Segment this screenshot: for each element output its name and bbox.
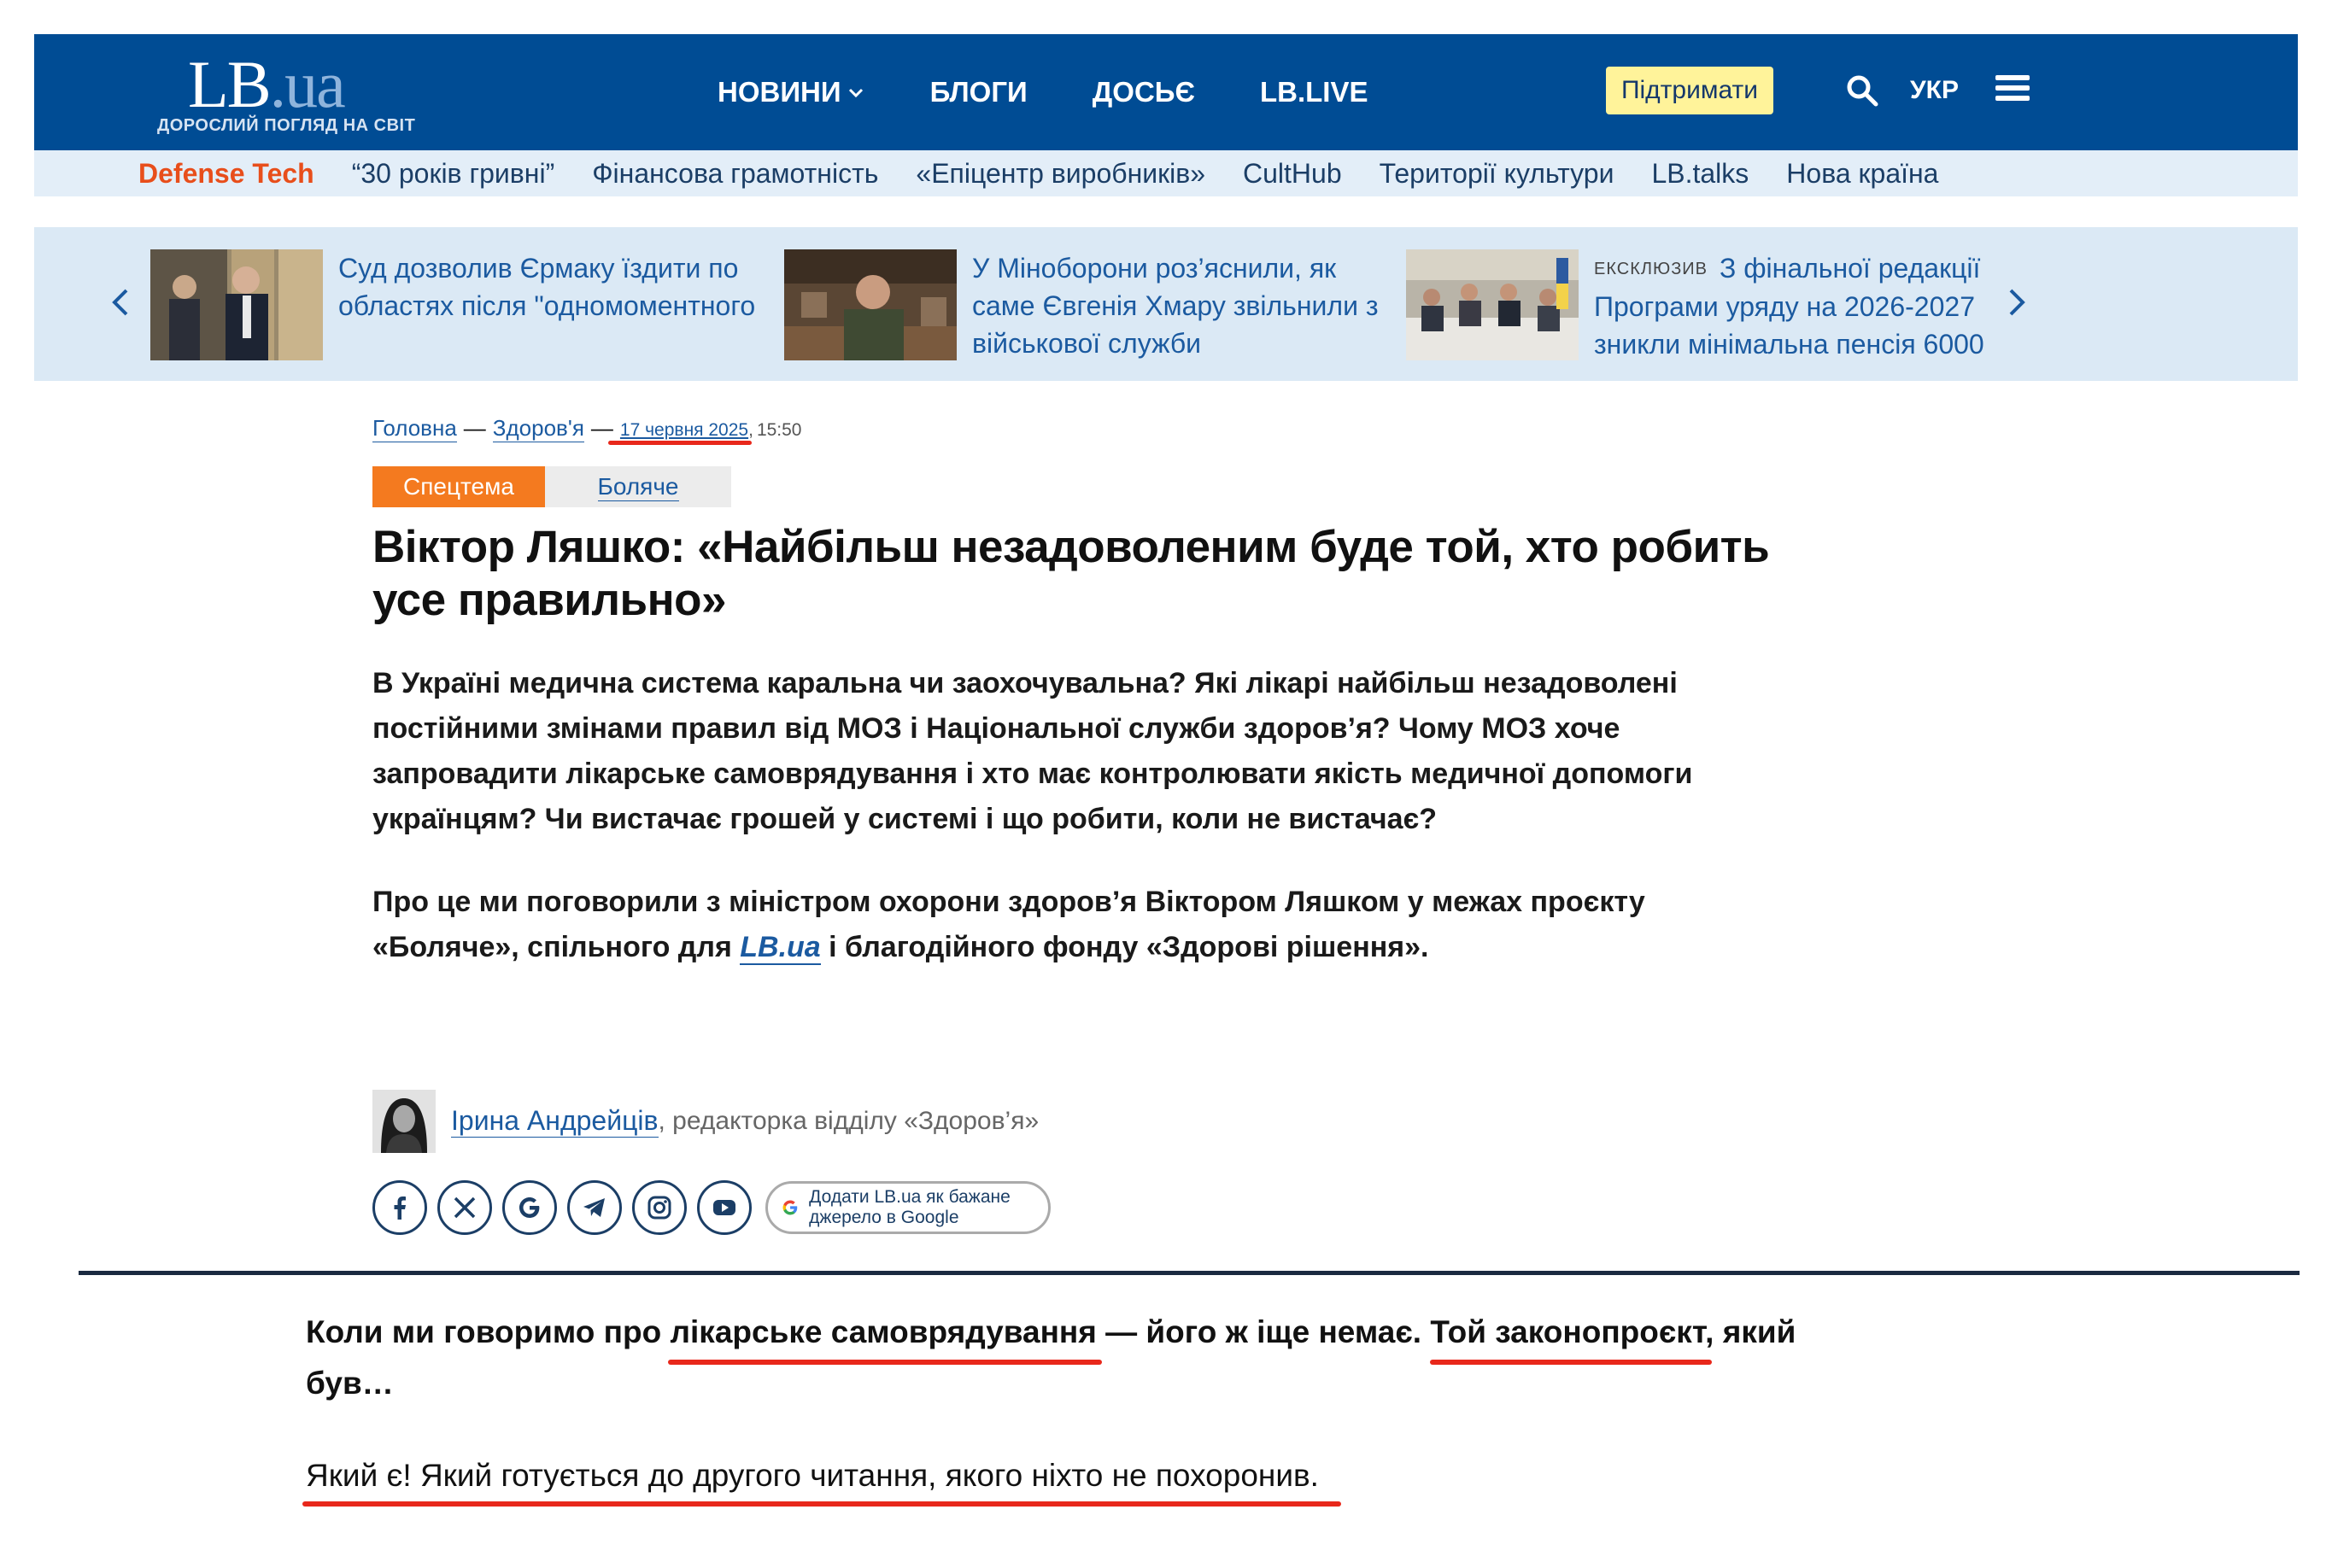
telegram-icon [581,1194,608,1221]
section-divider [79,1271,2300,1275]
breadcrumb-separator: — [590,415,613,441]
article-lead [372,661,1705,1008]
body-text: , який був… [306,1314,1796,1401]
subnav-item-new-country[interactable]: Нова країна [1786,157,1939,189]
breadcrumb-separator: — [463,415,486,441]
lead-paragraph [372,880,1705,970]
author-role: , редакторка відділу «Здоров’я» [658,1107,1040,1135]
lead-text: Про це ми поговорили з міністром охорони здоров’я Віктором Ляшком у межах проєкту «Боляче», спільного для [372,886,1645,963]
carousel-news-card[interactable] [150,249,757,362]
facebook-button[interactable] [372,1180,427,1235]
main-nav [718,72,1433,113]
subnav-item-defense-tech[interactable]: Defense Tech [138,157,314,189]
chevron-left-icon[interactable] [108,285,133,319]
nav-lblive[interactable]: LB.LIVE [1259,76,1368,108]
google-icon [782,1195,799,1220]
body-text-annotated: Той законопроєкт [1430,1314,1706,1349]
news-thumbnail [150,249,323,360]
article-body [306,1307,1826,1542]
body-text-annotated: лікарське самоврядування [670,1314,1097,1349]
google-news-button[interactable] [502,1180,557,1235]
subnav-item-epicentr[interactable]: «Епіцентр виробників» [916,157,1206,189]
nav-news-label: НОВИНИ [718,76,841,108]
annotation-underline [1430,1360,1712,1365]
special-topic-tag: Спецтема [372,466,545,507]
breadcrumb-section[interactable]: Здоров'я [492,415,584,441]
annotation-underline [302,1501,1341,1507]
support-button[interactable]: Підтримати [1606,67,1773,114]
news-headline: Суд дозволив Єрмаку їздити по областях після "одномоментного [338,253,756,321]
language-switch[interactable]: УКР [1910,76,1959,104]
logo-tagline: ДОРОСЛИЙ ПОГЛЯД НА СВІТ [157,116,416,135]
subnav-item-30-years-hryvnia[interactable]: “30 років гривні” [351,157,555,189]
news-headline-text: З фінальної редакції Програми уряду на 2026-2027 зникли мінімальна пенсія 6000 [1594,253,1984,360]
exclusive-badge: ЕКСКЛЮЗИВ [1594,260,1708,278]
body-paragraph: Який є! Який готується до другого читання, якого ніхто не похоронив. [306,1458,1319,1493]
annotation-underline [608,441,752,445]
publish-time: 15:50 [756,420,802,440]
instagram-icon [646,1194,673,1221]
x-button[interactable] [437,1180,492,1235]
news-headline: У Міноборони роз’яснили, як саме Євгенія Хмару звільнили з військової служби [972,253,1379,359]
google-button-label: Додати LB.ua як бажане джерело в Google [809,1187,1011,1227]
annotation-underline [668,1360,1102,1365]
google-icon [516,1194,543,1221]
article-title: Віктор Ляшко: «Найбільш незадоволеним буде той, хто робить усе правильно» [372,522,1770,625]
nav-blogs[interactable]: БЛОГИ [929,76,1028,108]
carousel-news-card[interactable] [1406,249,2021,362]
nav-dossier[interactable]: ДОСЬЄ [1092,76,1195,108]
site-header [34,34,2298,150]
site-logo[interactable] [154,48,427,142]
author-avatar[interactable] [372,1090,436,1153]
menu-icon[interactable] [1995,75,2030,104]
subnav-item-culthub[interactable]: CultHub [1243,157,1342,189]
body-text: Коли ми говоримо про [306,1314,671,1349]
subnav-item-lbtalks[interactable]: LB.talks [1651,157,1749,189]
lead-text: і благодійного фонду «Здорові рішення». [820,931,1429,963]
news-carousel [34,227,2298,381]
author-name-link[interactable]: Ірина Андрейців [451,1105,659,1136]
carousel-news-card[interactable] [784,249,1391,362]
news-headline [1594,249,2021,362]
nav-news[interactable] [718,76,865,108]
x-icon [451,1194,478,1221]
youtube-icon [711,1194,738,1221]
breadcrumb [372,415,802,442]
news-thumbnail [784,249,957,360]
instagram-button[interactable] [632,1180,687,1235]
topic-tag[interactable] [545,466,731,507]
article-tags [372,466,731,507]
share-bar [372,1180,1051,1235]
body-paragraph [306,1307,1826,1409]
logo-wordmark: LB.ua [188,47,344,121]
topic-tag-label: Боляче [597,472,679,500]
add-google-preferred-source-button[interactable] [765,1181,1051,1234]
author-block [372,1090,1039,1153]
news-thumbnail [1406,249,1579,360]
subnav-item-culture-territories[interactable]: Території культури [1379,157,1614,189]
telegram-button[interactable] [567,1180,622,1235]
breadcrumb-home[interactable]: Головна [372,415,457,441]
chevron-down-icon [847,83,865,102]
publish-date[interactable]: 17 червня 2025 [619,420,749,440]
lbua-link[interactable]: LB.ua [740,931,821,963]
special-topics-nav [34,150,2298,196]
facebook-icon [386,1194,413,1221]
subnav-item-financial-literacy[interactable]: Фінансова грамотність [592,157,879,189]
chevron-right-icon[interactable] [2004,285,2030,319]
youtube-button[interactable] [697,1180,752,1235]
lead-paragraph: В Україні медична система каральна чи заохочувальна? Які лікарі найбільш незадоволені постійними змінами правил від МОЗ і Національної служби здоров’я? Чому МОЗ хоче запровадити лікарське самоврядування і хто має контролювати якість медичної допомоги українцям? Чи вистачає грошей у системі і що робити, коли не вистачає? [372,667,1693,835]
search-icon[interactable] [1845,73,1879,108]
body-text: — його ж іще немає. [1096,1314,1431,1349]
date-comma: , [748,420,753,440]
